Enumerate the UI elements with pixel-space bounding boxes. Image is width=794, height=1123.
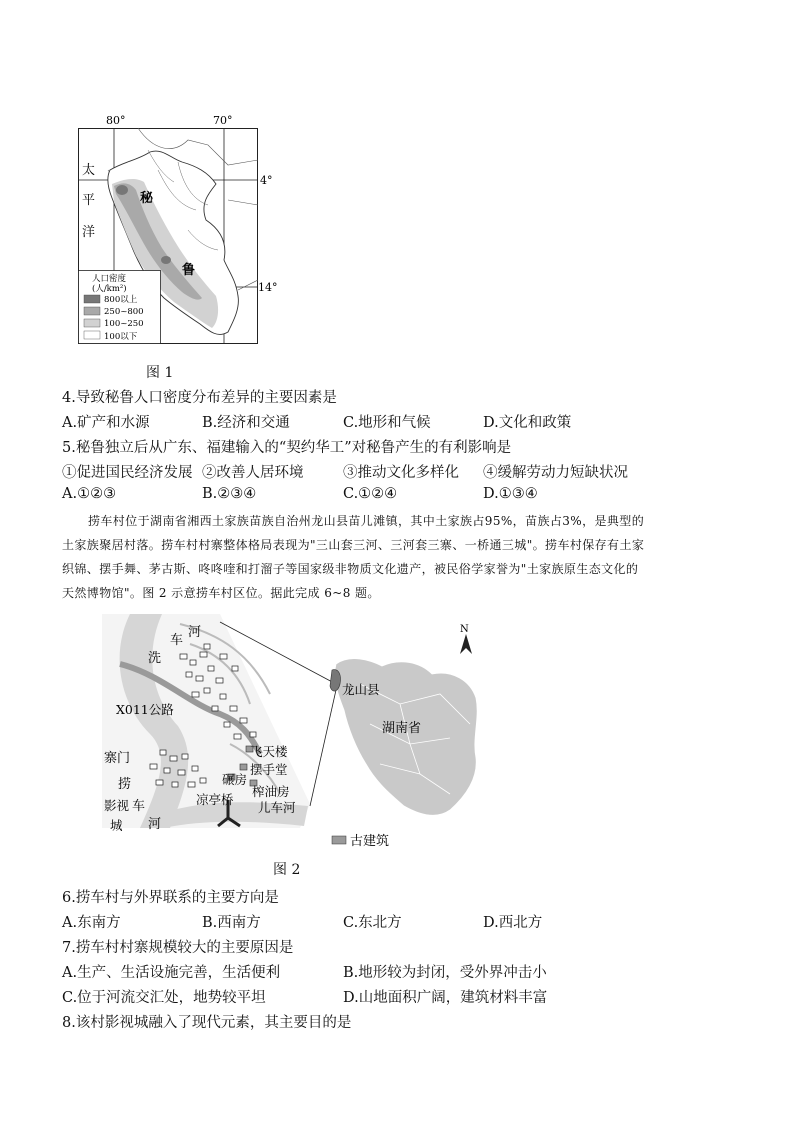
label-che: 车 <box>170 633 184 648</box>
ocean-label-1: 太 <box>82 163 96 178</box>
label-film1: 影视 <box>104 798 130 813</box>
label-he2: 河 <box>148 817 162 832</box>
label-tianlou: 飞天楼 <box>250 744 288 759</box>
legend-label-under100: 100以下 <box>104 332 138 342</box>
north-arrow <box>460 634 472 654</box>
label-baishou: 摆手堂 <box>250 762 288 777</box>
passage-line-2: 土家族聚居村落。捞车村村寨整体格局表现为"三山套三河、三河套三寨、一桥通三城"。捞车村保存有土家 <box>62 538 645 552</box>
q5-statement-4: ④缓解劳动力短缺状况 <box>483 465 628 481</box>
density-800-zone-lima <box>161 256 171 264</box>
passage-line-4: 天然博物馆"。图 2 示意捞车村区位。据此完成 6~8 题。 <box>62 586 380 600</box>
q6-option-a: A.东南方 <box>62 915 121 931</box>
legend-label-800: 800以上 <box>104 295 138 305</box>
figure1-caption: 图 1 <box>146 365 174 381</box>
q4-option-a: A.矿产和水源 <box>62 415 150 431</box>
label-zhaimen: 寨门 <box>104 751 131 766</box>
q7-option-c: C.位于河流交汇处，地势较平坦 <box>62 990 266 1006</box>
country-label-2: 鲁 <box>182 263 196 278</box>
lat-label-14: 14° <box>258 281 278 294</box>
figure2-village-map <box>100 614 500 854</box>
ocean-label-3: 洋 <box>82 225 96 240</box>
q6-option-c: C.东北方 <box>343 915 402 931</box>
label-nianfang: 碾房 <box>222 772 248 787</box>
label-longshan: 龙山县 <box>342 682 380 697</box>
q7-option-a: A.生产、生活设施完善，生活便利 <box>62 965 281 981</box>
q5-option-d: D.①③④ <box>483 486 538 502</box>
legend-swatch-800 <box>84 295 100 303</box>
q7-option-b: B.地形较为封闭，受外界冲击小 <box>343 965 547 981</box>
north-label: N <box>460 624 469 635</box>
inset-connector-bottom <box>310 690 336 806</box>
q4-option-c: C.地形和气候 <box>343 415 431 431</box>
passage-rest <box>62 533 732 605</box>
legend-swatch-100 <box>84 319 100 327</box>
q6-stem: 6.捞车村与外界联系的主要方向是 <box>62 890 279 906</box>
q4-option-d: D.文化和政策 <box>483 415 572 431</box>
q4-option-b: B.经济和交通 <box>202 415 290 431</box>
density-800-zone-north <box>116 185 128 195</box>
label-che2: 车 <box>132 799 146 814</box>
legend-swatch-ancient <box>332 836 346 844</box>
q5-statement-3: ③推动文化多样化 <box>343 465 459 481</box>
legend-label-100: 100~250 <box>104 319 144 329</box>
label-hunan: 湖南省 <box>382 721 422 736</box>
ocean-label-2: 平 <box>82 193 96 208</box>
q7-option-d: D.山地面积广阔，建筑材料丰富 <box>343 990 548 1006</box>
label-erche: 儿车河 <box>258 800 296 815</box>
legend-swatch-250 <box>84 307 100 315</box>
q8-stem: 8.该村影视城融入了现代元素，其主要目的是 <box>62 1015 352 1031</box>
q5-statement-1: ①促进国民经济发展 <box>62 465 193 481</box>
legend-label-ancient: 古建筑 <box>350 834 390 849</box>
legend-label-250: 250~800 <box>104 307 144 317</box>
label-xi: 洗 <box>148 651 162 666</box>
q6-option-d: D.西北方 <box>483 915 543 931</box>
figure1-peru-map <box>78 110 278 346</box>
q5-option-a: A.①②③ <box>62 486 117 502</box>
q5-stem: 5.秘鲁独立后从广东、福建输入的“契约华工”对秘鲁产生的有利影响是 <box>62 440 512 456</box>
label-he: 河 <box>188 625 202 640</box>
label-zhayou: 榨油房 <box>252 784 290 799</box>
label-film2: 城 <box>110 818 123 833</box>
q4-stem: 4.导致秘鲁人口密度分布差异的主要因素是 <box>62 390 337 406</box>
figure2-caption: 图 2 <box>273 862 301 878</box>
lat-label-4: 4° <box>260 174 273 187</box>
q5-option-b: B.②③④ <box>202 486 257 502</box>
q7-stem: 7.捞车村村寨规模较大的主要原因是 <box>62 940 294 956</box>
q6-option-b: B.西南方 <box>202 915 261 931</box>
q5-option-c: C.①②④ <box>343 486 398 502</box>
legend-title: 人口密度 <box>92 274 127 284</box>
label-lao: 捞 <box>118 777 132 792</box>
label-liangting: 凉亭桥 <box>196 792 234 807</box>
density-legend <box>79 271 161 344</box>
passage-line-1: 捞车村位于湖南省湘西土家族苗族自治州龙山县苗儿滩镇，其中土家族占95%，苗族占3%，是典型的 <box>88 514 645 528</box>
passage <box>88 509 728 533</box>
legend-swatch-under100 <box>84 331 100 339</box>
passage-line-3: 织锦、摆手舞、茅古斯、咚咚喹和打溜子等国家级非物质文化遗产，被民俗学家誉为"土家族原生态文化的 <box>62 562 639 576</box>
country-label-1: 秘 <box>140 191 154 206</box>
lon-label-70: 70° <box>213 114 233 127</box>
q5-statement-2: ②改善人居环境 <box>202 465 304 481</box>
legend-unit: (人/km²) <box>92 284 127 294</box>
label-road: X011公路 <box>116 702 174 717</box>
lon-label-80: 80° <box>106 114 126 127</box>
